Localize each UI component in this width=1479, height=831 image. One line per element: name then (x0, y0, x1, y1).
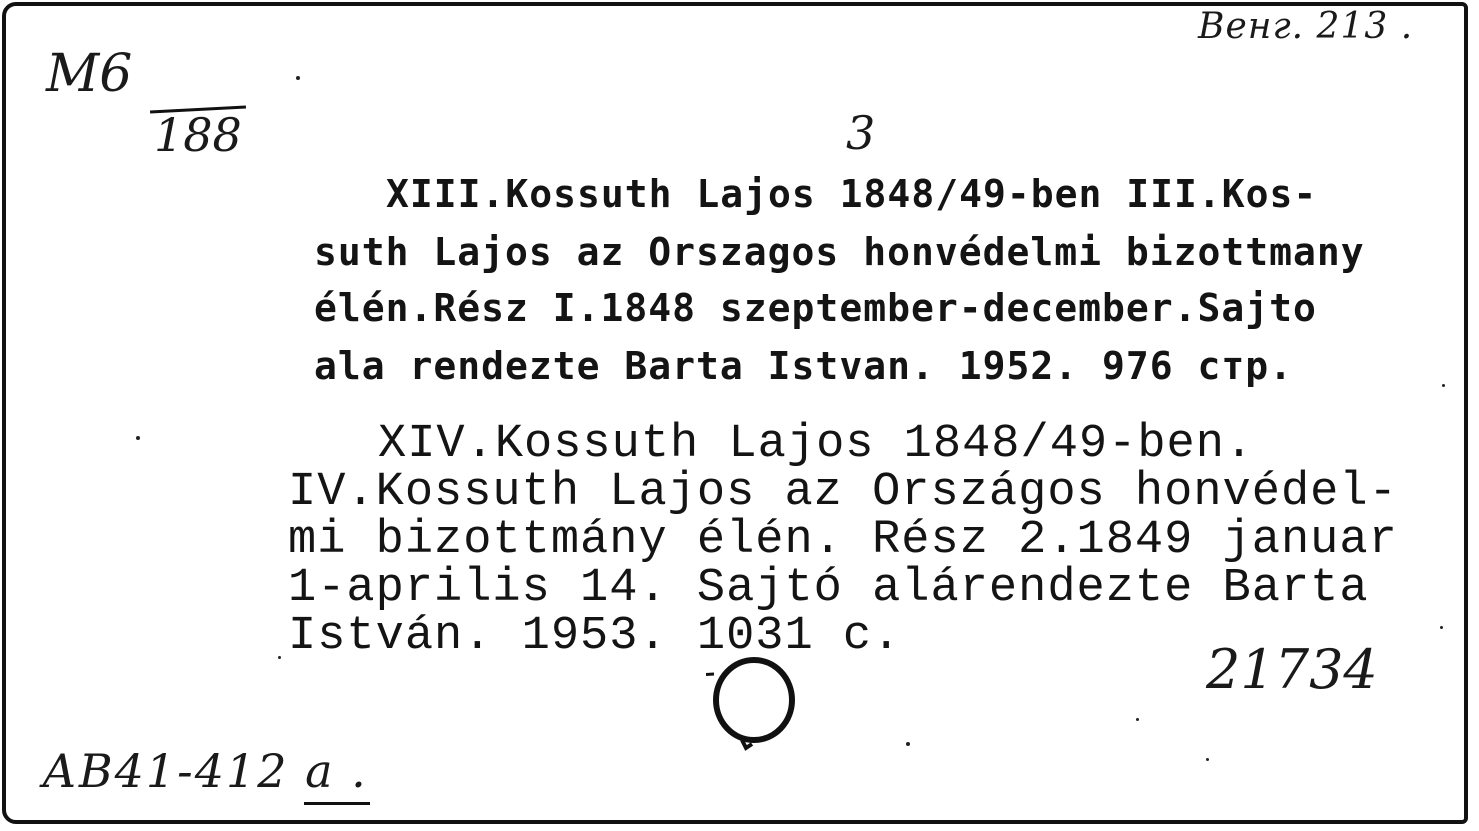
dust-speck (278, 656, 281, 659)
acquisition-number: 21734 (1206, 638, 1378, 701)
dust-speck (1440, 626, 1443, 629)
entry-14-line: 1-aprilis 14. Sajtó alárendezte Barta (288, 562, 1369, 615)
entry-13-line: XIII.Kossuth Lajos 1848/49-ben III.Kos- (386, 172, 1318, 216)
check-circle-mark-icon (706, 654, 806, 754)
entry-13-line: élén.Rész I.1848 szeptember-december.Sajto (314, 286, 1317, 330)
entry-14-line: mi bizottmány élén. Rész 2.1849 januar (288, 514, 1398, 567)
dust-speck (906, 742, 910, 746)
catalog-card (2, 2, 1468, 824)
entry-13-line: ala rendezte Barta Istvan. 1952. 976 стр. (314, 344, 1293, 388)
dust-speck (1136, 718, 1139, 721)
shelfmark-denominator: 188 (154, 108, 242, 162)
inventory-underline (304, 802, 370, 805)
dust-speck (1206, 758, 1209, 761)
dust-speck (1442, 384, 1445, 387)
dust-speck (296, 76, 300, 80)
inventory-number: АВ41-412 а . (42, 744, 368, 798)
entry-14-line: István. 1953. 1031 c. (288, 610, 902, 663)
entry-14-line: XIV.Kossuth Lajos 1848/49-ben. (378, 418, 1255, 471)
volume-number: 3 (846, 106, 876, 160)
entry-14-line: IV.Kossuth Lajos az Országos honvédel- (288, 466, 1398, 519)
entry-13-line: suth Lajos az Orszagos honvédelmi bizottmany (314, 230, 1365, 274)
shelfmark-numerator: М6 (46, 44, 133, 104)
shelfmark (46, 44, 266, 162)
collection-code: Венг. 213 . (1198, 6, 1414, 47)
dust-speck (136, 436, 140, 440)
